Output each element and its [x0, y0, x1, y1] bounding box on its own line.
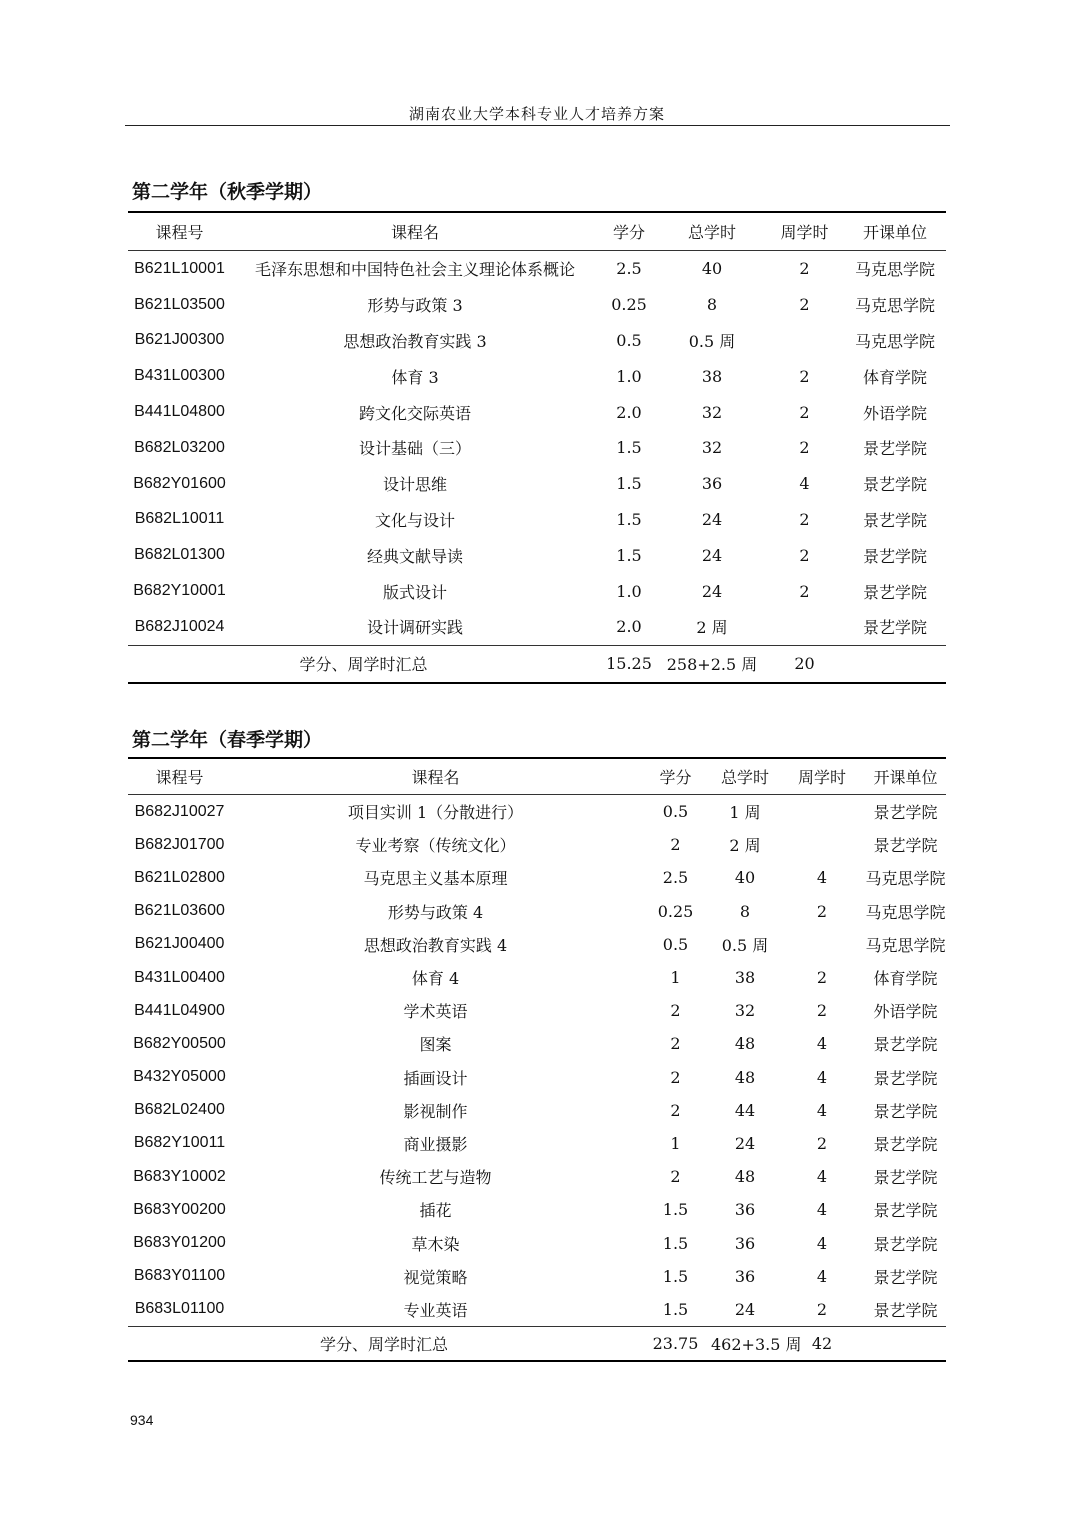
- col-header-credits: 学分: [599, 212, 659, 251]
- course-code-cell: B621L03500: [134, 295, 225, 313]
- course-name-cell: 体育 4: [411, 969, 460, 989]
- course-code-cell: B683L01100: [134, 1300, 225, 1318]
- total-hours-cell: 48: [734, 1167, 756, 1187]
- course-name-cell: 插花: [419, 1201, 452, 1221]
- department-cell: 景艺学院: [873, 1300, 938, 1320]
- weekly-hours-cell: [765, 323, 844, 359]
- weekly-hours-cell: 4: [799, 474, 810, 494]
- department-cell: 马克思学院: [865, 869, 946, 889]
- course-name-cell: 马克思主义基本原理: [363, 869, 508, 889]
- department-cell: 景艺学院: [862, 546, 927, 566]
- department-cell: 景艺学院: [873, 1101, 938, 1121]
- credits-cell: 1.5: [616, 474, 642, 494]
- col-header-department: 开课单位: [844, 212, 946, 251]
- course-name-cell: 毛泽东思想和中国特色社会主义理论体系概论: [254, 260, 575, 280]
- total-hours-cell: 2 周: [696, 618, 728, 638]
- credits-cell: 1.5: [662, 1233, 689, 1253]
- credits-cell: 2.0: [616, 402, 642, 422]
- credits-cell: 2.0: [616, 617, 642, 637]
- course-name-cell: 设计思维: [382, 475, 447, 495]
- course-code-cell: B682L01300: [134, 546, 225, 564]
- total-credits-cell: 15.25: [599, 645, 659, 682]
- total-hours-cell: 1 周: [729, 803, 761, 823]
- table-row: [128, 1193, 946, 1226]
- credits-cell: 1.5: [616, 509, 642, 529]
- course-name-cell: 专业英语: [403, 1300, 468, 1320]
- department-cell: 体育学院: [873, 969, 938, 989]
- total-hours-cell: 8: [706, 295, 718, 315]
- table-row: [128, 502, 946, 538]
- total-hours-cell: 462+3.5 周: [711, 1327, 779, 1362]
- table-header-row: [128, 758, 946, 795]
- weekly-hours-cell: 2: [799, 366, 810, 386]
- col-header-name: 课程名: [231, 212, 599, 251]
- autumn-section-title: 第二学年（秋季学期）: [132, 181, 323, 203]
- col-header-total-hours: 总学时: [659, 212, 765, 251]
- total-department-cell: [865, 1327, 946, 1362]
- department-cell: 景艺学院: [873, 1234, 938, 1254]
- table-row: [128, 861, 946, 894]
- weekly-hours-cell: 4: [816, 1200, 828, 1220]
- course-name-cell: 传统工艺与造物: [379, 1168, 492, 1188]
- weekly-hours-cell: 4: [816, 1167, 828, 1187]
- weekly-hours-cell: [765, 609, 844, 645]
- weekly-hours-cell: 2: [816, 1001, 828, 1021]
- weekly-hours-cell: [779, 928, 865, 961]
- col-header-department: 开课单位: [865, 758, 946, 795]
- credits-cell: 0.5: [662, 934, 689, 954]
- credits-cell: 2: [670, 1001, 681, 1021]
- col-header-total-hours: 总学时: [711, 758, 779, 795]
- department-cell: 景艺学院: [862, 582, 927, 602]
- table-row: [128, 430, 946, 466]
- department-cell: 景艺学院: [873, 1168, 938, 1188]
- table-row: [128, 928, 946, 961]
- course-code-cell: B682L03200: [134, 438, 225, 456]
- department-cell: 马克思学院: [854, 296, 935, 316]
- autumn-course-table: [128, 211, 946, 684]
- course-name-cell: 跨文化交际英语: [358, 403, 471, 423]
- weekly-hours-cell: 2: [816, 1299, 828, 1319]
- weekly-hours-cell: 2: [816, 1133, 828, 1153]
- total-hours-cell: 40: [701, 259, 723, 279]
- course-code-cell: B682J01700: [134, 835, 225, 853]
- total-hours-cell: 36: [734, 1200, 756, 1220]
- department-cell: 景艺学院: [873, 803, 938, 823]
- department-cell: 景艺学院: [873, 1035, 938, 1055]
- course-name-cell: 形势与政策 4: [387, 902, 484, 922]
- total-credits-cell: 23.75: [640, 1327, 711, 1362]
- course-name-cell: 体育 3: [391, 367, 439, 387]
- table-row: [128, 961, 946, 994]
- weekly-hours-cell: 4: [816, 868, 828, 888]
- total-hours-cell: 8: [739, 901, 751, 921]
- weekly-hours-cell: 2: [799, 581, 810, 601]
- credits-cell: 2.5: [662, 868, 689, 888]
- total-hours-cell: 38: [734, 968, 756, 988]
- course-name-cell: 形势与政策 3: [367, 296, 463, 316]
- course-code-cell: B441L04800: [134, 403, 225, 421]
- weekly-hours-cell: 2: [799, 509, 810, 529]
- course-code-cell: B621L03600: [134, 902, 225, 920]
- course-name-cell: 影视制作: [403, 1101, 468, 1121]
- credits-cell: 2: [670, 1167, 681, 1187]
- total-weekly-cell: 20: [765, 645, 844, 682]
- course-code-cell: B441L04900: [134, 1001, 225, 1019]
- weekly-hours-cell: 4: [816, 1067, 828, 1087]
- course-name-cell: 设计基础（三）: [358, 439, 471, 459]
- course-name-cell: 视觉策略: [403, 1267, 468, 1287]
- course-name-cell: 设计调研实践: [366, 618, 463, 638]
- page-header-title: 湖南农业大学本科专业人才培养方案: [408, 105, 665, 123]
- credits-cell: 2: [670, 1067, 681, 1087]
- spring-section-title: 第二学年（春季学期）: [132, 729, 323, 751]
- course-name-cell: 思想政治教育实践 4: [363, 935, 508, 955]
- weekly-hours-cell: [779, 795, 865, 829]
- table-row: [128, 994, 946, 1027]
- credits-cell: 0.25: [611, 295, 647, 315]
- department-cell: 景艺学院: [873, 1267, 938, 1287]
- course-name-cell: 图案: [419, 1035, 452, 1055]
- weekly-hours-cell: 2: [799, 259, 810, 279]
- total-row: [128, 1327, 946, 1362]
- course-code-cell: B431L00300: [134, 367, 225, 385]
- weekly-hours-cell: 2: [799, 295, 810, 315]
- department-cell: 外语学院: [873, 1002, 938, 1022]
- table-row: [128, 537, 946, 573]
- col-header-code: 课程号: [128, 758, 231, 795]
- course-name-cell: 专业考察（传统文化）: [355, 836, 516, 856]
- table-row: [128, 1260, 946, 1293]
- total-label-cell: 学分、周学时汇总: [128, 1327, 640, 1362]
- course-code-cell: B682Y10011: [133, 1134, 226, 1152]
- weekly-hours-cell: 4: [816, 1266, 828, 1286]
- credits-cell: 2.5: [616, 259, 642, 279]
- header-divider: [125, 125, 950, 126]
- weekly-hours-cell: [779, 828, 865, 861]
- total-hours-cell: 24: [734, 1299, 756, 1319]
- course-code-cell: B682L10011: [134, 510, 225, 528]
- course-code-cell: B682Y00500: [133, 1034, 226, 1052]
- course-code-cell: B682Y10001: [133, 582, 226, 600]
- table-row: [128, 1160, 946, 1193]
- department-cell: 景艺学院: [862, 439, 927, 459]
- weekly-hours-cell: 2: [799, 545, 810, 565]
- table-row: [128, 895, 946, 928]
- course-code-cell: B682Y01600: [133, 474, 226, 492]
- table-row: [128, 323, 946, 359]
- credits-cell: 0.25: [657, 901, 694, 921]
- total-hours-cell: 24: [701, 581, 723, 601]
- course-code-cell: B682J10024: [134, 617, 225, 635]
- table-row: [128, 394, 946, 430]
- credits-cell: 1.5: [616, 545, 642, 565]
- total-hours-cell: 32: [701, 438, 723, 458]
- total-hours-cell: 48: [734, 1034, 756, 1054]
- department-cell: 体育学院: [862, 367, 927, 387]
- col-header-credits: 学分: [640, 758, 711, 795]
- course-code-cell: B683Y01100: [133, 1267, 226, 1285]
- course-code-cell: B621J00300: [134, 331, 225, 349]
- total-hours-cell: 24: [734, 1133, 756, 1153]
- course-code-cell: B683Y00200: [133, 1200, 226, 1218]
- table-row: [128, 1127, 946, 1160]
- total-hours-cell: 0.5 周: [721, 935, 769, 955]
- course-name-cell: 项目实训 1（分散进行）: [347, 803, 524, 823]
- total-label-cell: 学分、周学时汇总: [128, 645, 599, 682]
- course-name-cell: 商业摄影: [403, 1134, 468, 1154]
- department-cell: 马克思学院: [865, 902, 946, 922]
- course-code-cell: B431L00400: [134, 968, 225, 986]
- weekly-hours-cell: 2: [799, 402, 810, 422]
- credits-cell: 2: [670, 835, 681, 855]
- table-row: [128, 1027, 946, 1060]
- credits-cell: 1.0: [616, 366, 642, 386]
- credits-cell: 1.5: [662, 1266, 689, 1286]
- department-cell: 马克思学院: [865, 935, 946, 955]
- total-hours-cell: 32: [701, 402, 723, 422]
- credits-cell: 1.5: [662, 1200, 689, 1220]
- credits-cell: 1.5: [616, 438, 642, 458]
- weekly-hours-cell: 2: [816, 968, 828, 988]
- table-row: [128, 466, 946, 502]
- department-cell: 景艺学院: [873, 1201, 938, 1221]
- total-hours-cell: 44: [734, 1100, 756, 1120]
- course-code-cell: B683Y10002: [133, 1167, 226, 1185]
- credits-cell: 2: [670, 1034, 681, 1054]
- credits-cell: 1.5: [662, 1299, 689, 1319]
- total-hours-cell: 38: [701, 366, 723, 386]
- course-code-cell: B621J00400: [134, 935, 225, 953]
- table-row: [128, 573, 946, 609]
- department-cell: 外语学院: [862, 403, 927, 423]
- table-row: [128, 795, 946, 829]
- credits-cell: 2: [670, 1100, 681, 1120]
- department-cell: 马克思学院: [854, 260, 935, 280]
- total-department-cell: [844, 645, 946, 682]
- course-code-cell: B621L10001: [134, 259, 225, 277]
- table-header-row: [128, 212, 946, 251]
- total-hours-cell: 36: [701, 474, 723, 494]
- col-header-weekly-hours: 周学时: [765, 212, 844, 251]
- total-hours-cell: 24: [701, 545, 723, 565]
- weekly-hours-cell: 2: [816, 901, 828, 921]
- page-number: 934: [130, 1412, 154, 1428]
- table-row: [128, 1293, 946, 1327]
- credits-cell: 1.0: [616, 581, 642, 601]
- credits-cell: 1: [670, 968, 681, 988]
- course-name-cell: 学术英语: [403, 1002, 468, 1022]
- table-row: [128, 1226, 946, 1259]
- table-row: [128, 251, 946, 287]
- table-row: [128, 828, 946, 861]
- total-hours-cell: 40: [734, 868, 756, 888]
- weekly-hours-cell: 4: [816, 1233, 828, 1253]
- table-row: [128, 1061, 946, 1094]
- course-code-cell: B682L02400: [134, 1101, 225, 1119]
- department-cell: 景艺学院: [873, 836, 938, 856]
- weekly-hours-cell: 4: [816, 1100, 828, 1120]
- total-hours-cell: 2 周: [729, 836, 761, 856]
- department-cell: 马克思学院: [854, 331, 935, 351]
- table-row: [128, 609, 946, 645]
- total-hours-cell: 258+2.5 周: [659, 645, 765, 682]
- course-code-cell: B683Y01200: [133, 1234, 226, 1252]
- weekly-hours-cell: 4: [816, 1034, 828, 1054]
- credits-cell: 0.5: [662, 802, 689, 822]
- department-cell: 景艺学院: [862, 475, 927, 495]
- course-name-cell: 思想政治教育实践 3: [343, 331, 487, 351]
- table-row: [128, 358, 946, 394]
- total-hours-cell: 32: [734, 1001, 756, 1021]
- total-weekly-cell: 42: [779, 1327, 865, 1362]
- credits-cell: 0.5: [616, 330, 642, 350]
- table-row: [128, 287, 946, 323]
- weekly-hours-cell: 2: [799, 438, 810, 458]
- department-cell: 景艺学院: [862, 618, 927, 638]
- col-header-weekly-hours: 周学时: [779, 758, 865, 795]
- course-name-cell: 经典文献导读: [366, 546, 463, 566]
- total-hours-cell: 0.5 周: [688, 331, 736, 351]
- course-name-cell: 版式设计: [382, 582, 447, 602]
- total-hours-cell: 48: [734, 1067, 756, 1087]
- table-row: [128, 1094, 946, 1127]
- total-hours-cell: 36: [734, 1266, 756, 1286]
- department-cell: 景艺学院: [873, 1068, 938, 1088]
- total-hours-cell: 24: [701, 509, 723, 529]
- col-header-name: 课程名: [231, 758, 640, 795]
- course-name-cell: 草木染: [411, 1234, 460, 1254]
- total-hours-cell: 36: [734, 1233, 756, 1253]
- credits-cell: 1: [670, 1133, 681, 1153]
- spring-course-table: [128, 757, 946, 1362]
- department-cell: 景艺学院: [873, 1134, 938, 1154]
- course-code-cell: B621L02800: [134, 868, 225, 886]
- course-name-cell: 文化与设计: [374, 510, 455, 530]
- department-cell: 景艺学院: [862, 510, 927, 530]
- course-name-cell: 插画设计: [403, 1068, 468, 1088]
- course-code-cell: B432Y05000: [133, 1068, 226, 1086]
- course-code-cell: B682J10027: [134, 802, 225, 820]
- total-row: [128, 645, 946, 682]
- col-header-code: 课程号: [128, 212, 231, 251]
